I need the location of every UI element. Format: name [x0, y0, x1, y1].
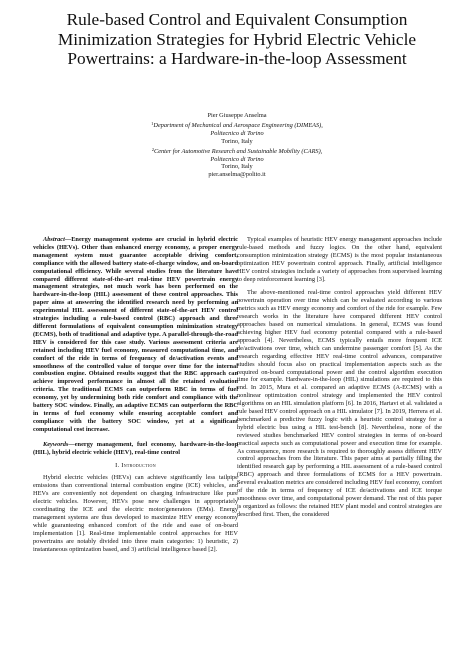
abstract: Abstract—Energy management systems are crucial in hybrid electric vehicles (HEVs). Other than enhanced energy economy, a proper energy management system must guarantee acceptable driving comfort, compliance with the allowed battery state-of-charge window, and on-board computational efficiency. While several studies from the literature have compared different state-of-the-art real-time HEV powertrain energy management strategies, not much work has been performed on the hardware-in-the-loop (HIL) assessment of these control approaches. This paper aims at answering the identified research need by performing an experimental HIL assessment of different state-of-the-art HEV control strategies including a rule-based control (RBC) approach and three different formulations of equivalent consumption minimization strategy (ECMS), both of traditional and adaptive type. A parallel-through-the-road HEV is considered for this case study. Various assessment criteria are retained including HEV fuel economy, measured computational time, and comfort of the ride in terms of frequency of de/activation events and smoothness of the controlled value of torque over time for the internal combustion engine. Obtained results suggest that the RBC approach can achieve improved performance in almost all the retained evaluation criteria. The traditional ECMS can outperform RBC in terms of fuel economy, yet by undermining both ride comfort and compliance with the battery SOC window. Finally, an adaptive ECMS can outperform the RBC in terms of fuel economy while ensuring acceptable comfort and compliance with the battery SOC window, yet at a significant computational cost increase.: [33, 236, 238, 433]
intro-paragraph-3: The above-mentioned real-time control approaches yield different HEV powertrain operation over time which can be evaluated according to various metrics such as HEV energy economy and comfort of the ride for example. Few research works in the literature have compared different HEV control approaches based on numerical simulations. In general, ECMS was found achieving higher HEV fuel economy potential compared with a rule-based approach [4]. Nevertheless, ECMS typically entails more frequent ICE de/activations over time, which can undermine passenger comfort [5]. As the research regarding effective HEV real-time control advances, comparative studies should focus also on practical implementation aspects such as the required on-board computational power and the control algorithm execution time for example. Hardware-in-the-loop (HIL) simulations are required to this end. In 2015, Mura et al. compared an adaptive ECMS (A-ECMS) with a nonlinear optimization control strategy and implemented the HEV control algorithms on an HIL simulation platform [6]. In 2016, Hartavi et al. validated a rule based HEV control approach on a HIL simulator [7]. In 2019, Herrera et al. benchmarked a predictive fuzzy logic with a heuristic control strategy for a hybrid electric bus using a HIL test-bench [8]. Nevertheless, none of the reviewed studies benchmarked HEV control strategies in terms of on-board practical aspects such as computational power and execution time for example. As consequence, more research is required to thoroughly assess different HEV control approaches from the literature. This paper aims at partially filling the identified research gap by performing a HIL assessment of a rule-based control (RBC) approach and three formulations of ECMS for a HEV powertrain. Several evaluation metrics are considered including HEV fuel economy, comfort of the ride in terms of frequency of ICE de/activations and ICE torque smoothness over time, and computational power demand. The rest of this paper is organized as follows: the retained HEV plant model and control strategies are described first. Then, the considered: [237, 289, 442, 518]
paper-title: Rule-based Control and Equivalent Consumption Minimization Strategies for Hybrid Electric Vehicle Powertrains: a Hardware-in-the-loop Assessment: [57, 10, 417, 69]
keywords: Keywords—energy management, fuel economy, hardware-in-the-loop (HIL), hybrid electric vehicle (HEV), real-time control: [33, 440, 238, 456]
intro-paragraph-2: Typical examples of heuristic HEV energy management approaches include rule-based methods and fuzzy logics. On the other hand, equivalent consumption minimization strategy (ECMS) is the most popular instantaneous optimization HEV powertrain control approach. Finally, artificial intelligence HEV control strategies include a variety of approaches from supervised learning to deep reinforcement learning [3].: [237, 236, 442, 283]
left-column: [33, 236, 238, 553]
affiliation-2-city: Torino, Italy: [221, 163, 253, 171]
author-block: [150, 112, 324, 179]
intro-paragraph-1: Hybrid electric vehicles (HEVs) can achieve significantly less tailpipe emissions than conventional internal combustion engine (ICE) vehicles, and HEVs are conveniently not dependent on charging infrastructure like pure electric vehicles. However, HEVs pose new challenges in appropriately coordinating the ICE and the electric motor/generators (EMs). Energy management systems are thus developed to maximize HEV energy economy while guaranteeing enhanced comfort of the ride and ease of on-board implementation [1]. Real-time implementable control approaches for HEV powertrains are notably divided into three main categories: 1) heuristic, 2) instantaneous optimization based, and 3) artificial intelligence based [2].: [33, 474, 238, 553]
affiliation-1: $^1$Department of Mechanical and Aerospace Engineering (DIMEAS), Politecnico di Torino: [151, 120, 323, 137]
author-email[interactable]: pier.anselma@polito.it: [208, 171, 266, 179]
author-name: Pier Giuseppe Anselma: [207, 112, 267, 119]
affiliation-2: $^2$Center for Automotive Research and Sustainable Mobility (CARS), Politecnico di Torino: [151, 146, 323, 163]
right-column: [237, 236, 442, 519]
affiliation-1-city: Torino, Italy: [221, 137, 253, 145]
section-heading-introduction: I. Introduction: [115, 462, 156, 470]
